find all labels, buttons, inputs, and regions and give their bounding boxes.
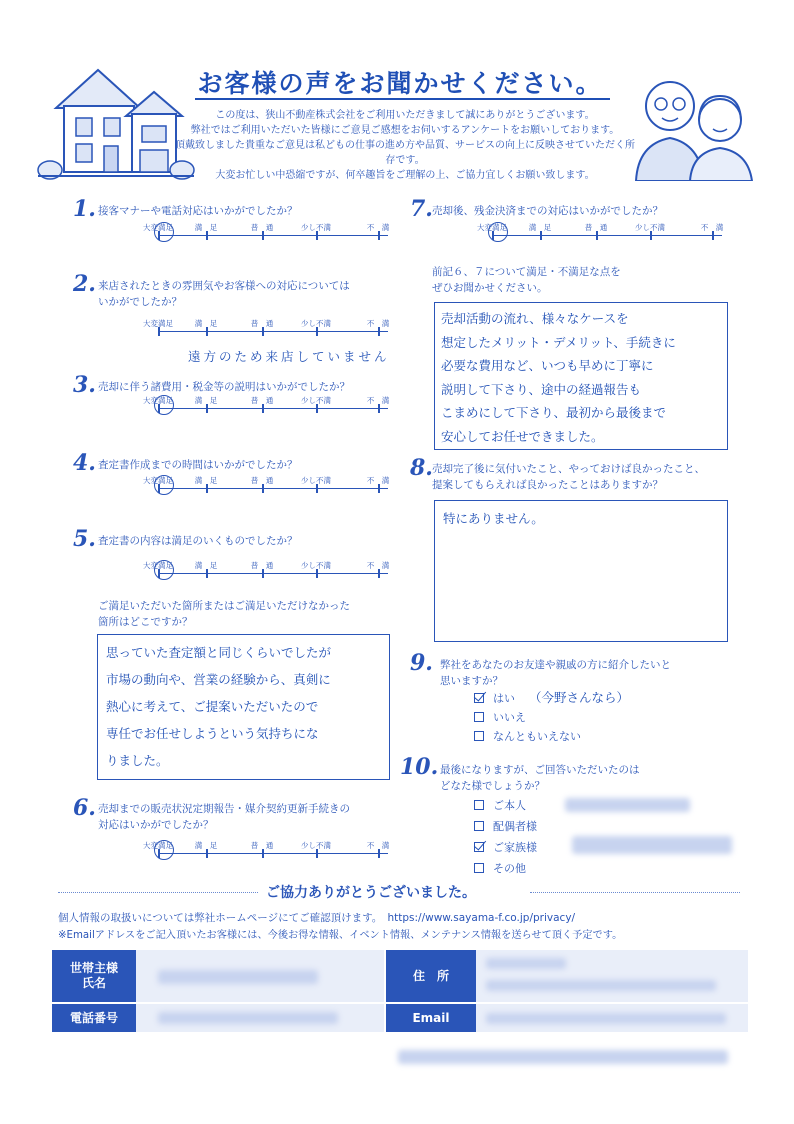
q10-option-label: ご家族様 xyxy=(493,841,537,854)
scale-label: 普 通 xyxy=(584,223,608,232)
q10-number: 10. xyxy=(400,754,439,780)
q7-answer-line: 説明して下さり、途中の経過報告も xyxy=(441,381,642,397)
q5-answer-line: 専任でお任せしようという気持ちにな xyxy=(106,726,319,741)
q10-text-line: どなた様でしょうか？ xyxy=(440,780,545,792)
q10-option-family[interactable] xyxy=(474,837,537,858)
scale-line xyxy=(158,853,388,854)
checkbox-icon[interactable] xyxy=(474,712,484,722)
redacted-address xyxy=(486,958,566,969)
q4-text: 査定書作成までの時間はいかがでしたか？ xyxy=(98,459,298,471)
scale-label: 大変満足 xyxy=(143,841,173,850)
scale-label: 不 満 xyxy=(366,319,390,328)
scale-label: 大変満足 xyxy=(477,223,507,232)
q9-options xyxy=(474,688,629,746)
q7-sub-line: 前記６、７について満足・不満足な点を xyxy=(432,266,621,278)
q3-rating-scale[interactable] xyxy=(143,395,390,419)
q10-option-label: ご本人 xyxy=(493,799,526,812)
q5-sub-line: 箇所はどこですか？ xyxy=(98,616,193,628)
redacted-phone xyxy=(158,1012,338,1024)
q5-answer-line: 思っていた査定額と同じくらいでしたが xyxy=(106,645,332,660)
intro-line: 弊社ではご利用いただいた皆様にご意見ご感想をお伺いするアンケートをお願いしております。 xyxy=(190,125,620,136)
head-name-field[interactable] xyxy=(136,950,384,1002)
q9-option-yes[interactable] xyxy=(474,688,629,708)
q6-text-line: 対応はいかがでしたか？ xyxy=(98,819,214,831)
q4-rating-scale[interactable] xyxy=(143,475,390,499)
house-illustration xyxy=(36,58,196,183)
scale-label: 満 足 xyxy=(194,319,218,328)
q2-text xyxy=(98,278,350,310)
q7-answer-line: こまめにして下さり、最初から最後まで xyxy=(441,405,667,420)
q10-text xyxy=(440,762,640,794)
q6-text xyxy=(98,801,350,833)
q7-answer-line: 想定したメリット・デメリット、手続きに xyxy=(441,334,676,350)
scale-label: 少し不満 xyxy=(301,841,331,850)
intro-line: この度は、狭山不動産株式会社をご利用いただきまして誠にありがとうございます。 xyxy=(215,110,595,121)
q7-number: 7. xyxy=(410,196,433,222)
redacted-staff-info xyxy=(398,1050,728,1064)
q5-answer-line: 市場の動向や、営業の経験から、真剣に xyxy=(106,672,331,687)
redacted-address xyxy=(486,980,716,991)
scale-label: 満 足 xyxy=(194,561,218,570)
divider-left xyxy=(58,892,258,893)
scale-label: 普 通 xyxy=(250,476,274,485)
selected-rating-circle xyxy=(488,222,508,242)
privacy-note: 個人情報の取扱いについては弊社ホームページにてご確認頂けます。 https://www.sayama-f.co.jp/privacy/ xyxy=(58,912,576,924)
q10-option-label: 配偶者様 xyxy=(493,820,537,833)
q10-option-other[interactable] xyxy=(474,858,537,879)
q9-number: 9. xyxy=(410,650,433,676)
email-label: Email xyxy=(386,1004,476,1032)
scale-label: 大変満足 xyxy=(143,319,173,328)
q10-option-spouse[interactable] xyxy=(474,816,537,837)
intro-line: 大変お忙しい中恐縮ですが、何卒趣旨をご理解の上、ご協力宜しくお願い致します。 xyxy=(215,170,595,181)
q8-text-line: 提案してもらえれば良かったことはありますか？ xyxy=(432,479,663,491)
q7-rating-scale[interactable] xyxy=(477,222,724,246)
q10-text-line: 最後になりますが、ご回答いただいたのは xyxy=(440,764,640,776)
scale-label: 普 通 xyxy=(250,223,274,232)
phone-label: 電話番号 xyxy=(52,1004,136,1032)
q7-answer-box[interactable] xyxy=(434,302,728,450)
selected-rating-circle xyxy=(154,840,174,860)
page-title: お客様の声をお聞かせください。 xyxy=(197,69,603,98)
scale-label: 不 満 xyxy=(700,223,724,232)
scale-label: 大変満足 xyxy=(143,396,173,405)
couple-illustration xyxy=(628,56,758,181)
scale-label: 少し不満 xyxy=(301,223,331,232)
q9-option-no[interactable] xyxy=(474,708,629,727)
q6-rating-scale[interactable] xyxy=(143,840,390,864)
q1-number: 1. xyxy=(73,196,96,222)
q6-text-line: 売却までの販売状況定期報告・媒介契約更新手続きの xyxy=(98,803,350,815)
q8-number: 8. xyxy=(410,455,433,481)
intro-line: 頂戴致しました貴重なご意見は私どもの仕事の進め方や品質、サービスの向上に反映させていただく所存です。 xyxy=(175,140,635,166)
scale-label: 不 満 xyxy=(366,841,390,850)
scale-label: 不 満 xyxy=(366,396,390,405)
thanks-message: ご協力ありがとうございました。 xyxy=(266,885,476,901)
q3-number: 3. xyxy=(73,372,96,398)
checkbox-icon[interactable] xyxy=(474,863,484,873)
scale-label: 大変満足 xyxy=(143,223,173,232)
q8-answer-box[interactable] xyxy=(434,500,728,642)
address-label: 住 所 xyxy=(386,950,476,1002)
q2-text-line: 来店されたときの雰囲気やお客様への対応については xyxy=(98,280,350,292)
q7-subquestion xyxy=(432,264,621,296)
q2-handwritten-note: 遠方のため来店していません xyxy=(188,349,390,364)
q5-answer-line: りました。 xyxy=(106,753,169,768)
scale-label: 普 通 xyxy=(250,841,274,850)
q5-sub-line: ご満足いただいた箇所またはご満足いただけなかった xyxy=(98,600,350,612)
q7-answer-line: 売却活動の流れ、様々なケースを xyxy=(441,311,629,326)
redacted-name xyxy=(572,836,732,854)
redacted-name xyxy=(565,798,690,812)
q1-rating-scale[interactable] xyxy=(143,222,390,246)
redacted-name xyxy=(158,970,318,984)
q5-subquestion xyxy=(98,598,350,630)
head-name-label xyxy=(52,950,136,1002)
checkbox-checked-icon[interactable] xyxy=(474,693,484,703)
q2-number: 2. xyxy=(73,271,96,297)
q5-answer-line: 熱心に考えて、ご提案いただいたので xyxy=(106,699,319,714)
scale-label: 満 足 xyxy=(194,476,218,485)
scale-label: 大変満足 xyxy=(143,476,173,485)
checkbox-icon[interactable] xyxy=(474,821,484,831)
q6-number: 6. xyxy=(73,795,96,821)
q9-text xyxy=(440,657,671,689)
scale-label: 満 足 xyxy=(194,223,218,232)
scale-label: 少し不満 xyxy=(301,396,331,405)
divider-right xyxy=(530,892,740,893)
q9-text-line: 思いますか？ xyxy=(440,675,503,687)
q7-sub-line: ぜひお聞かせください。 xyxy=(432,282,548,294)
q10-option-label: その他 xyxy=(493,862,526,875)
q5-answer-box[interactable] xyxy=(97,634,390,780)
q2-rating-scale[interactable] xyxy=(143,318,390,342)
scale-label: 普 通 xyxy=(250,396,274,405)
scale-label: 満 足 xyxy=(194,396,218,405)
q5-rating-scale[interactable] xyxy=(143,560,390,584)
selected-rating-circle xyxy=(154,560,174,580)
selected-rating-circle xyxy=(154,475,174,495)
scale-label: 不 満 xyxy=(366,223,390,232)
redacted-email xyxy=(486,1013,726,1024)
scale-line xyxy=(158,235,388,236)
q9-option-label: なんともいえない xyxy=(493,730,581,743)
scale-label: 大変満足 xyxy=(143,561,173,570)
head-name-label-line: 世帯主様 xyxy=(69,961,118,975)
checkbox-checked-icon[interactable] xyxy=(474,842,484,852)
intro-text xyxy=(175,108,635,183)
scale-line xyxy=(158,331,388,332)
q9-text-line: 弊社をあなたのお友達や親戚の方に紹介したいと xyxy=(440,659,671,671)
scale-label: 普 通 xyxy=(250,319,274,328)
email-field[interactable] xyxy=(476,1004,748,1032)
scale-label: 少し不満 xyxy=(635,223,665,232)
q9-option-label: いいえ xyxy=(493,711,526,724)
scale-label: 少し不満 xyxy=(301,319,331,328)
q8-text xyxy=(432,461,705,493)
phone-field[interactable] xyxy=(136,1004,384,1032)
q10-option-self[interactable] xyxy=(474,795,537,816)
q9-option-label: はい xyxy=(493,692,515,705)
q4-number: 4. xyxy=(73,450,96,476)
q1-text: 接客マナーや電話対応はいかがでしたか？ xyxy=(98,205,298,217)
q7-answer-line: 必要な費用など、いつも早めに丁寧に xyxy=(441,358,654,373)
q2-text-line: いかがでしたか？ xyxy=(98,296,182,308)
head-name-label-line: 氏名 xyxy=(81,976,106,990)
checkbox-icon[interactable] xyxy=(474,731,484,741)
scale-label: 不 満 xyxy=(366,476,390,485)
q8-text-line: 売却完了後に気付いたこと、やっておけば良かったこと、 xyxy=(432,463,705,475)
q9-handwritten-note: （今野さんなら） xyxy=(529,690,630,705)
checkbox-icon[interactable] xyxy=(474,800,484,810)
q3-text: 売却に伴う諸費用・税金等の説明はいかがでしたか？ xyxy=(98,381,350,393)
q5-number: 5. xyxy=(73,526,96,552)
scale-line xyxy=(158,573,388,574)
scale-line xyxy=(158,408,388,409)
q7-text: 売却後、残金決済までの対応はいかがでしたか？ xyxy=(432,205,663,217)
q9-option-neither[interactable] xyxy=(474,727,629,746)
scale-label: 不 満 xyxy=(366,561,390,570)
scale-line xyxy=(158,488,388,489)
scale-label: 少し不満 xyxy=(301,561,331,570)
scale-label: 少し不満 xyxy=(301,476,331,485)
scale-label: 満 足 xyxy=(528,223,552,232)
q10-options xyxy=(474,795,537,879)
address-field[interactable] xyxy=(476,950,748,1002)
scale-label: 普 通 xyxy=(250,561,274,570)
q7-answer-line: 安心してお任せできました。 xyxy=(441,428,604,444)
q8-answer-text: 特にありません。 xyxy=(443,511,544,526)
selected-rating-circle xyxy=(154,395,174,415)
email-note: ※Emailアドレスをご記入頂いたお客様には、今後お得な情報、イベント情報、メンテナンス情報を送らせて頂く予定です。 xyxy=(58,930,623,941)
scale-line xyxy=(492,235,722,236)
title-underline xyxy=(195,98,610,100)
q5-text: 査定書の内容は満足のいくものでしたか？ xyxy=(98,535,298,547)
scale-label: 満 足 xyxy=(194,841,218,850)
selected-rating-circle xyxy=(154,222,174,242)
